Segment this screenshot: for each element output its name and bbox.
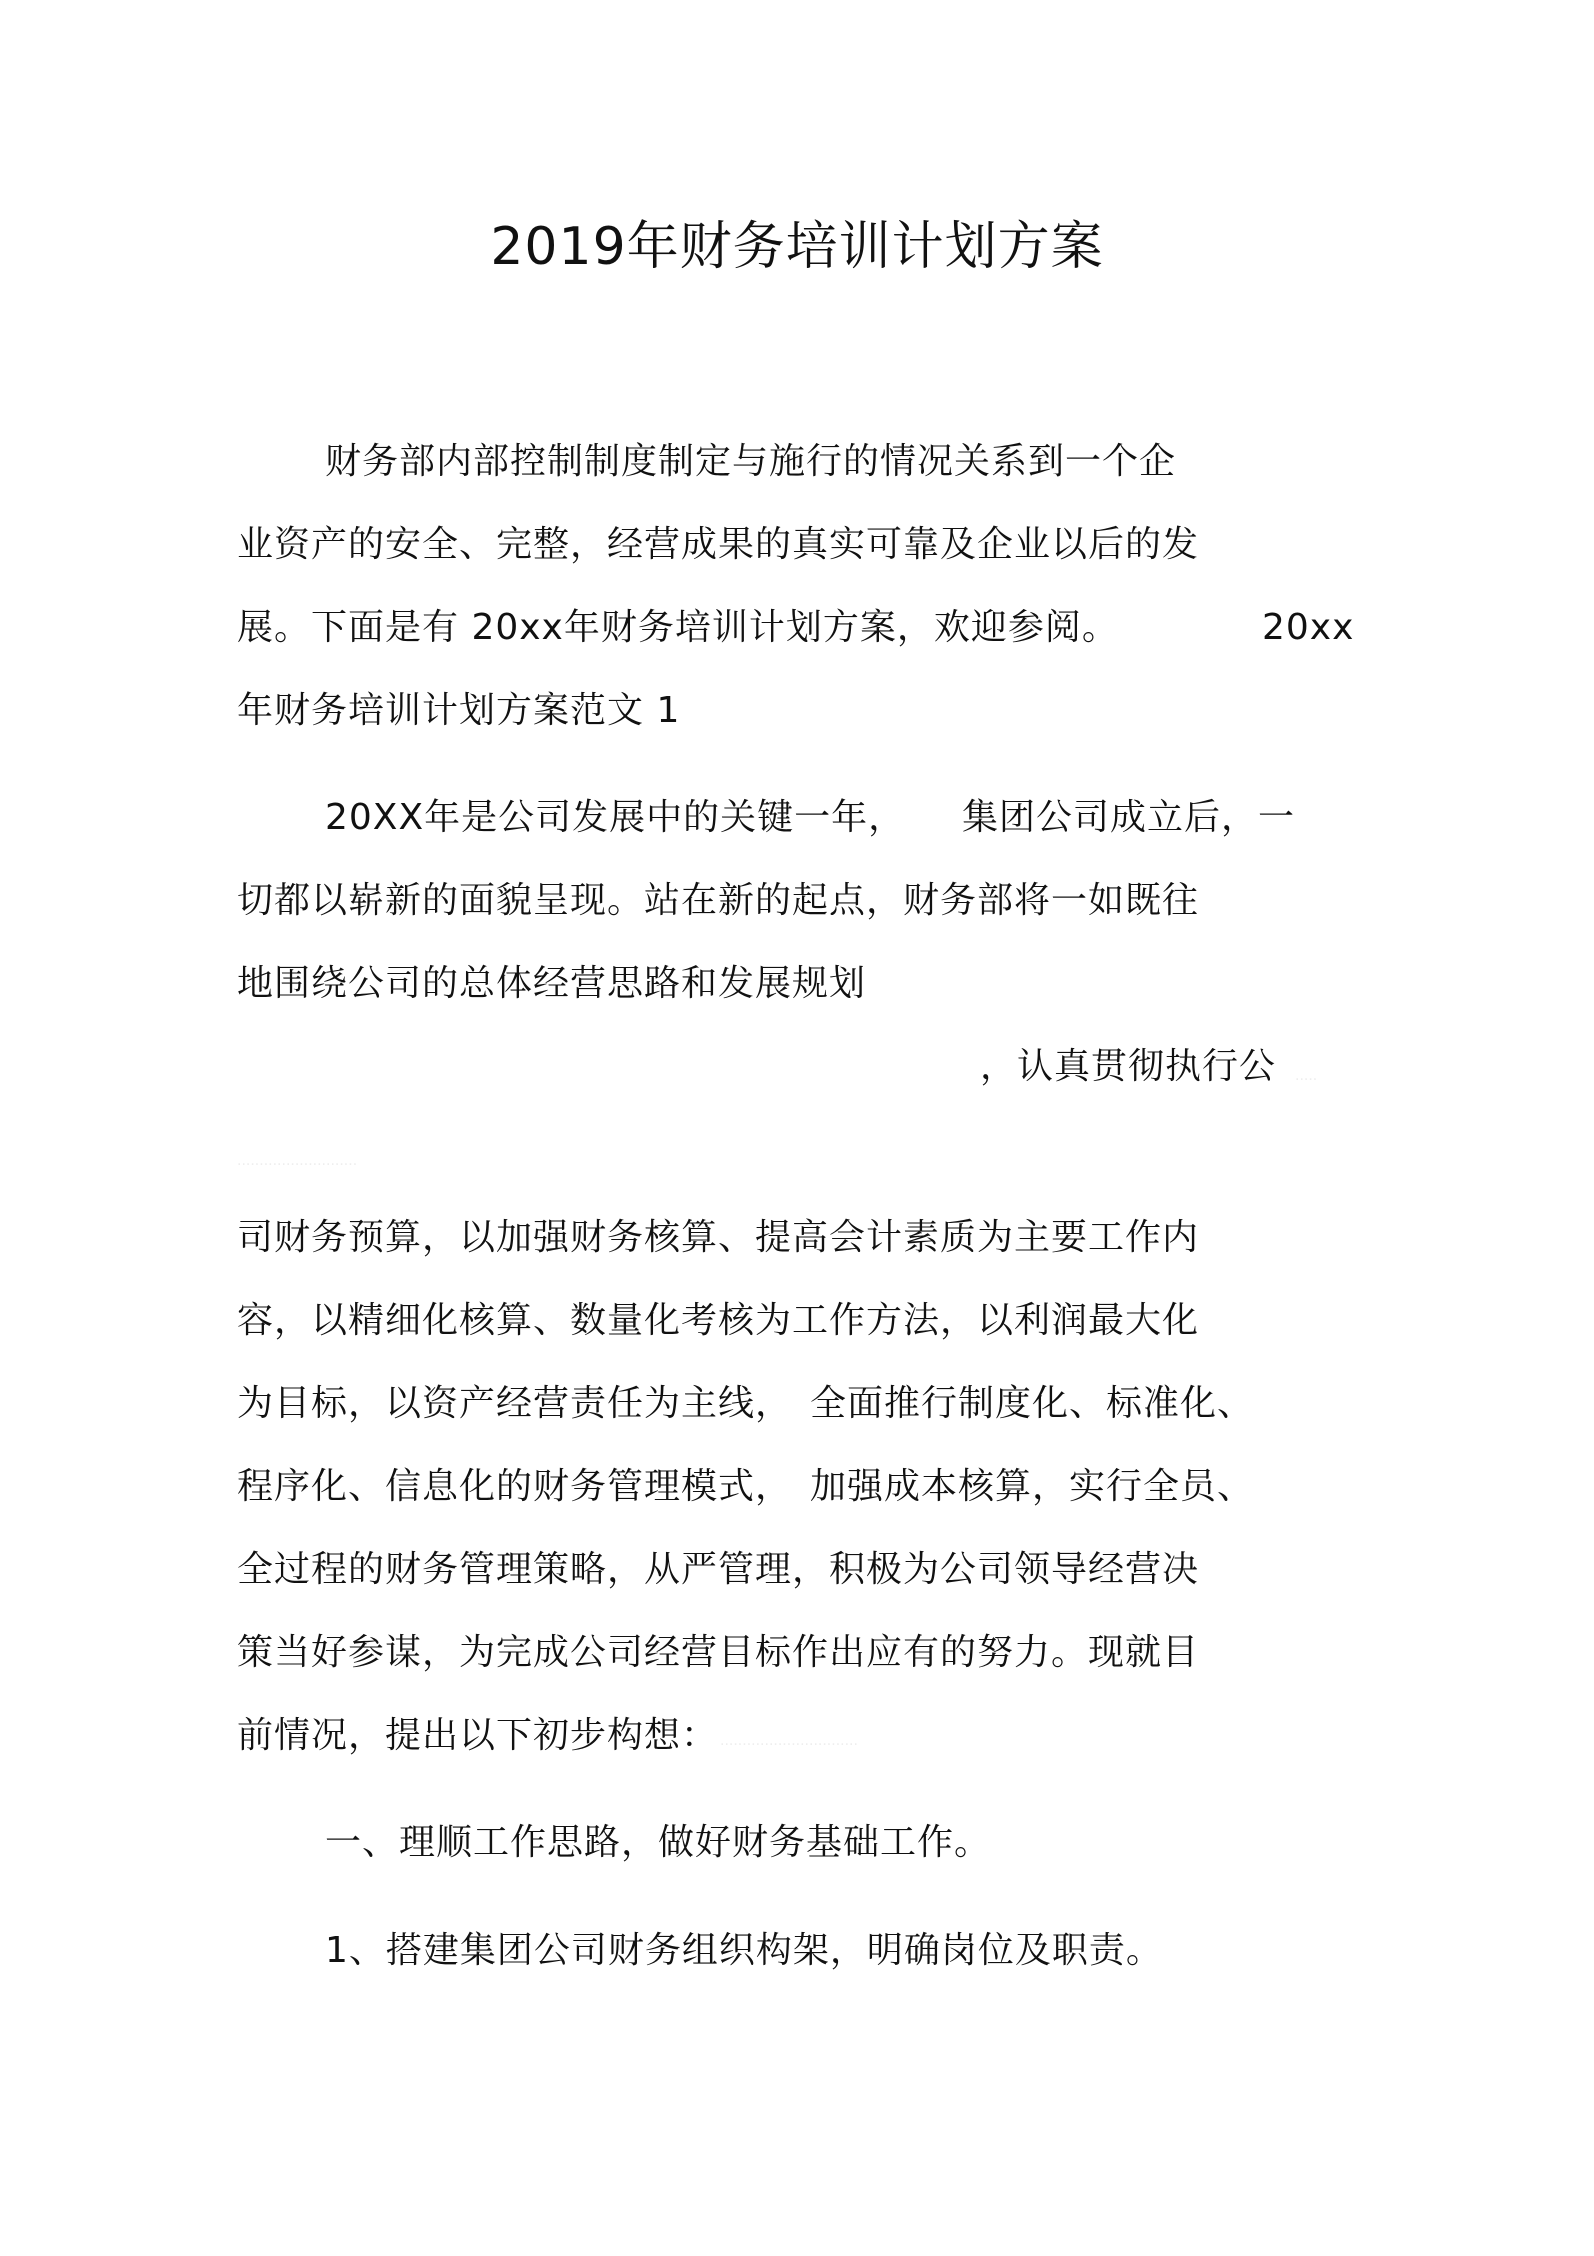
para1-line-3: 地围绕公司的总体经营思路和发展规划: [237, 963, 867, 1004]
watermark-text: ···························: [237, 1157, 358, 1173]
para2-line-4-tail: 加强成本核算，实行全员、: [810, 1466, 1255, 1507]
section-heading-1: 一、理顺工作思路，做好财务基础工作。: [325, 1822, 992, 1863]
para1-line-1: 20XX年是公司发展中的关键一年，: [325, 797, 906, 838]
para2-line-4: 程序化、信息化的财务管理模式，: [237, 1466, 793, 1507]
intro-line-2: 业资产的安全、完整，经营成果的真实可靠及企业以后的发: [237, 524, 1200, 565]
para2-line-2: 容，以精细化核算、数量化考核为工作方法，以利润最大化: [237, 1300, 1200, 1341]
para2-line-3-tail: 全面推行制度化、标准化、: [810, 1383, 1255, 1424]
para2-line-7: 前情况，提出以下初步构想：: [237, 1715, 719, 1756]
para1-line-2: 切都以崭新的面貌呈现。站在新的起点，财务部将一如既往: [237, 880, 1200, 921]
watermark-text: ·····: [1295, 1072, 1318, 1088]
intro-line-3-tail: 20xx: [1262, 607, 1355, 648]
para2-line-6: 策当好参谋，为完成公司经营目标作出应有的努力。现就目: [237, 1632, 1200, 1673]
watermark-text: ·······························: [720, 1737, 858, 1753]
intro-line-3: 展。下面是有 20xx年财务培训计划方案，欢迎参阅。: [237, 607, 1119, 648]
document-title: 2019年财务培训计划方案: [490, 217, 1104, 277]
para1-line-1-tail: 集团公司成立后，一: [962, 797, 1296, 838]
intro-line-4: 年财务培训计划方案范文 1: [237, 690, 681, 731]
para2-line-3: 为目标，以资产经营责任为主线，: [237, 1383, 793, 1424]
list-item-1: 1、搭建集团公司财务组织构架，明确岗位及职责。: [325, 1930, 1163, 1971]
intro-line-1: 财务部内部控制制度制定与施行的情况关系到一个企: [325, 441, 1177, 482]
para1-line-4: ，认真贯彻执行公: [980, 1046, 1277, 1087]
para2-line-1: 司财务预算，以加强财务核算、提高会计素质为主要工作内: [237, 1217, 1200, 1258]
para2-line-5: 全过程的财务管理策略，从严管理，积极为公司领导经营决: [237, 1549, 1200, 1590]
